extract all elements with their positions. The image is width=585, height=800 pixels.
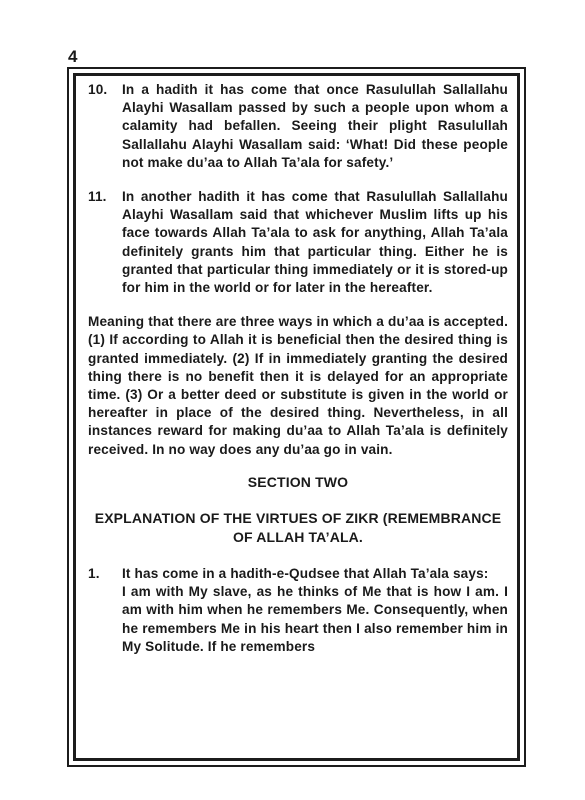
hadith-item-11: [88, 188, 508, 297]
item-text: In a hadith it has come that once Rasulullah Sallallahu Alayhi Wasallam passed by such a people upon whom a calamity had befallen. Seeing their plight Rasulullah Sallallahu Alayhi Wasallam said: ‘What! Did these people not make du’aa to Allah Ta’ala for safety.’: [122, 82, 508, 170]
section-title: SECTION TWO: [247, 473, 349, 490]
item-quote: I am with My slave, as he thinks of Me that is how I am. I am with him when he remembers Me. Consequently, when he remembers Me in his heart then I also remember him in My Solitude. If he remembers: [122, 584, 508, 654]
page-number: 4: [68, 47, 78, 66]
item-text: In another hadith it has come that Rasulullah Sallallahu Alayhi Wasallam said that whichever Muslim lifts up his face towards Allah Ta’ala to ask for anything, Allah Ta’ala definitely grants him that particular thing. Either he is granted that particular thing immediately or it is stored-up for him in the world or for later in the hereafter.: [122, 189, 508, 296]
item-number: 10.: [88, 82, 108, 97]
item-number: 11.: [88, 189, 107, 205]
hadith-item-1: [88, 565, 508, 656]
meaning-paragraph: Meaning that there are three ways in which a du’aa is accepted. (1) If according to Allah it is beneficial then the desired thing is granted immediately. (2) If in immediately granting the desired thing there is no benefit then it is delayed for an appropriate time. (3) Or a better deed or substitute is given in the world or hereafter in place of the desired thing. Nevertheless, in all instances reward for making du’aa to Allah Ta’ala is definitely received. In no way does any du’aa go in vain.: [88, 314, 508, 457]
hadith-item-10: [88, 81, 508, 172]
item-intro: It has come in a hadith-e-Qudsee that Allah Ta’ala says:: [122, 566, 489, 582]
item-number: 1.: [88, 566, 100, 582]
page-content: [88, 81, 508, 672]
explanation-heading: EXPLANATION OF THE VIRTUES OF ZIKR (REMEMBRANCE OF ALLAH TA’ALA.: [94, 510, 502, 546]
item-text: [122, 565, 508, 656]
